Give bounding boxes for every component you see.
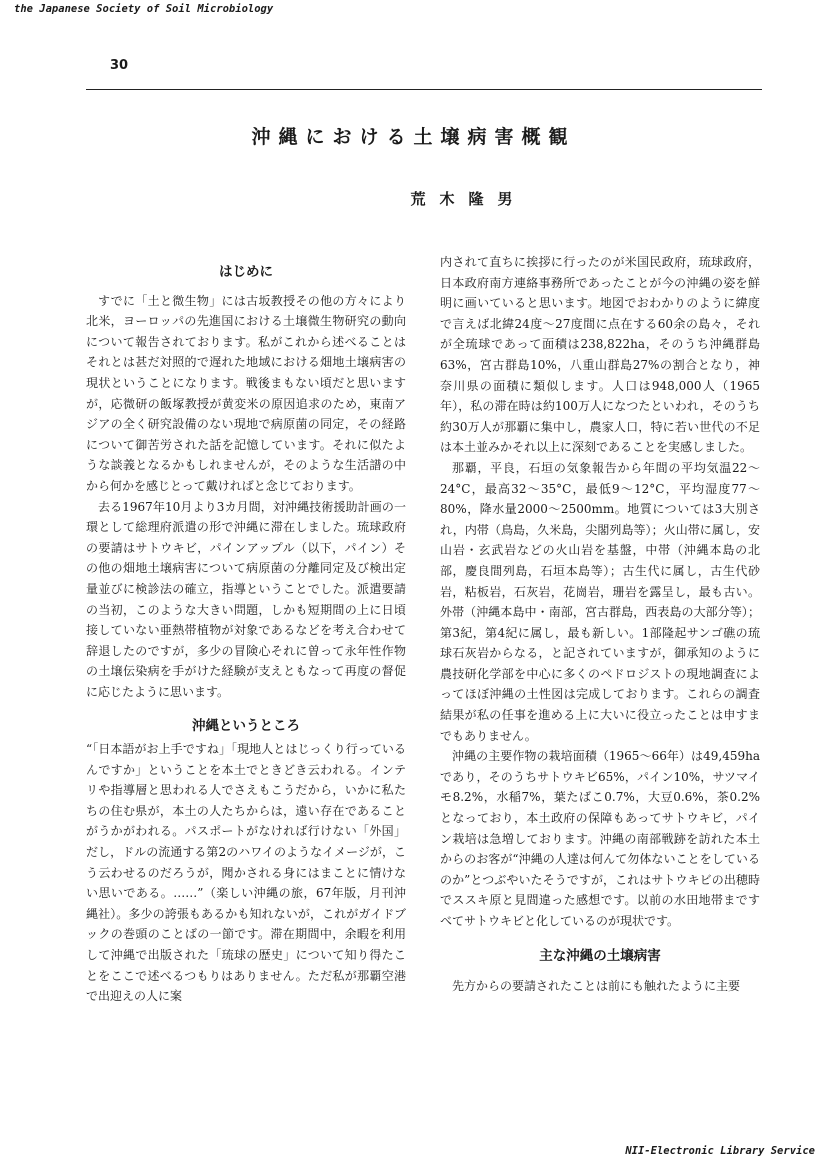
paragraph: 内されて直ちに挨拶に行ったのが米国民政府，琉球政府，日本政府南方連絡事務所であったことが今の沖縄の姿を鮮明に画いていると思います。地図でおわかりのように緯度で言えば北緯24度～27度間に点在する60余の島々，それが全琉球であって面積は238,822ha，そのうち沖縄群島63%，宮古群島10%，八重山群島27%の割合となり，神奈川県の面積に類似します。人口は948,000人（1965年），私の滞在時は約100万人になつたといわれ，そのうち約30万人が那覇に集中し，農家人口，特に若い世代の不足は本土並みかそれ以上に深刻であることを実感しました。 [440, 255, 760, 455]
section-heading-introduction: はじめに [219, 264, 273, 280]
section-heading-okinawa: 沖縄というところ [192, 718, 300, 735]
paragraph: 那覇，平良，石垣の気象報告から年間の平均気温22～24°C，最高32～35°C，最低9～12°C，平均湿度77～80%，降水量2000～2500mm。地質については3大別され，内帯（鳥島，久米島，尖閣列島等）；火山帯に属し，安山岩・玄武岩などの火山岩を基盤，中帯（沖縄本島の北部，慶良間列島，石垣本島等）；古生代に属し，古生代砂岩，粘板岩，石灰岩，花崗岩，珊岩を露呈し，最も古い。外帯（沖縄本島中・南部，宮古群島，西表島の大部分等）；第3紀，第4紀に属し，最も新しい。1部隆起サンゴ礁の琉球石灰岩からなる，と記されていますが，御承知のように農技研化学部を中心に多くのペドロジストの現地調査によってほぼ沖縄の土性図は完成しております。これらの調査結果が私の任事を進める上に大いに役立ったことは申すまでもありません。 [440, 460, 760, 743]
page-number: 30 [110, 58, 129, 73]
article-title: 沖縄における土壌病害概観 [251, 126, 576, 148]
paragraph: 先方からの要請されたことは前にも触れたように主要 [452, 979, 741, 994]
paragraph: “「日本語がお上手ですね」「現地人とはじっくり行っているんですか」ということを本土でときどき云われる。インテリや指導層と思われる人でさえもこうだから，いかに私たちの住む県が，本土の人たちからは，遠い存在であることがうかがわれる。パスポートがなければ行けない「外国」だし，ドルの流通する第2のハワイのようなイメージが，こう云わせるのだろうが，聞かされる身にはまことに情けない思いである。……”（楽しい沖縄の旅，67年版，月刊沖縄社）。多少の誇張もあるかも知れないが，これがガイドブックの巻頭のことばの一節です。滞在期間中，余暇を利用して沖縄で出版された「琉球の歴史」について知り得たことをここで述べるつもりはありません。ただ私が那覇空港で出迎えの人に案 [86, 742, 406, 1004]
paragraph: すでに「土と微生物」には古坂教授その他の方々により北米，ヨーロッパの先進国における土壌微生物研究の動向について報告されております。私がこれから述べることはそれとは甚だ対照的で遅れた地域における畑地土壌病害の現状ということになります。戦後まもない頃だと思いますが，応微研の飯塚教授が黄変米の原因追求のため，東南アジアの全く研究設備のない現地で病原菌の同定，その経路について御苦労された話を記憶しています。それに似たような談義となるかもしれませんが，そのような生活譜の中から何かを感じとって戴ければと念じております。 [86, 293, 406, 493]
paragraph: 去る1967年10月より3カ月間，対沖縄技術援助計画の一環として総理府派遣の形で沖縄に滞在しました。琉球政府の要請はサトウキビ，パインアップル（以下，パイン）その他の畑地土壌病害について病原菌の分離同定及び検出定量並びに検診法の確立，指導ということでした。派遣要請の当初，このような大きい問題，しかも短期間の上に日頃接していない亜熱帯植物が対象であるなどを考え合わせて辞退したのですが，多少の冒険心それに曽って永年性作物の土壌伝染病を手がけた経験が支えともなって再度の督促に応じたように思います。 [86, 499, 406, 699]
article-author: 荒木隆男 [410, 190, 527, 208]
right-column [440, 252, 760, 997]
left-column [86, 262, 406, 1007]
header-rule [86, 89, 762, 90]
paragraph: 沖縄の主要作物の栽培面積（1965～66年）は49,459haであり，そのうちサトウキビ65%，パイン10%，サツマイモ8.2%，水稲7%，葉たばこ0.7%，大豆0.6%，茶0.2%となっており，本土政府の保障もあってサトウキビ，パイン栽培は急増しております。沖縄の南部戦跡を訪れた本土からのお客が“沖縄の人達は何んて勿体ないことをしているのか”とつぶやいたそうですが，これはサトウキビの出穂時でススキ原と見間違った感想です。以前の水田地帯まですべてサトウキビと化しているのが現状です。 [440, 749, 760, 928]
nii-footer: NII-Electronic Library Service [625, 1145, 815, 1157]
section-heading-soil-diseases: 主な沖縄の土壌病害 [539, 947, 661, 964]
society-header: the Japanese Society of Soil Microbiology [14, 3, 274, 15]
